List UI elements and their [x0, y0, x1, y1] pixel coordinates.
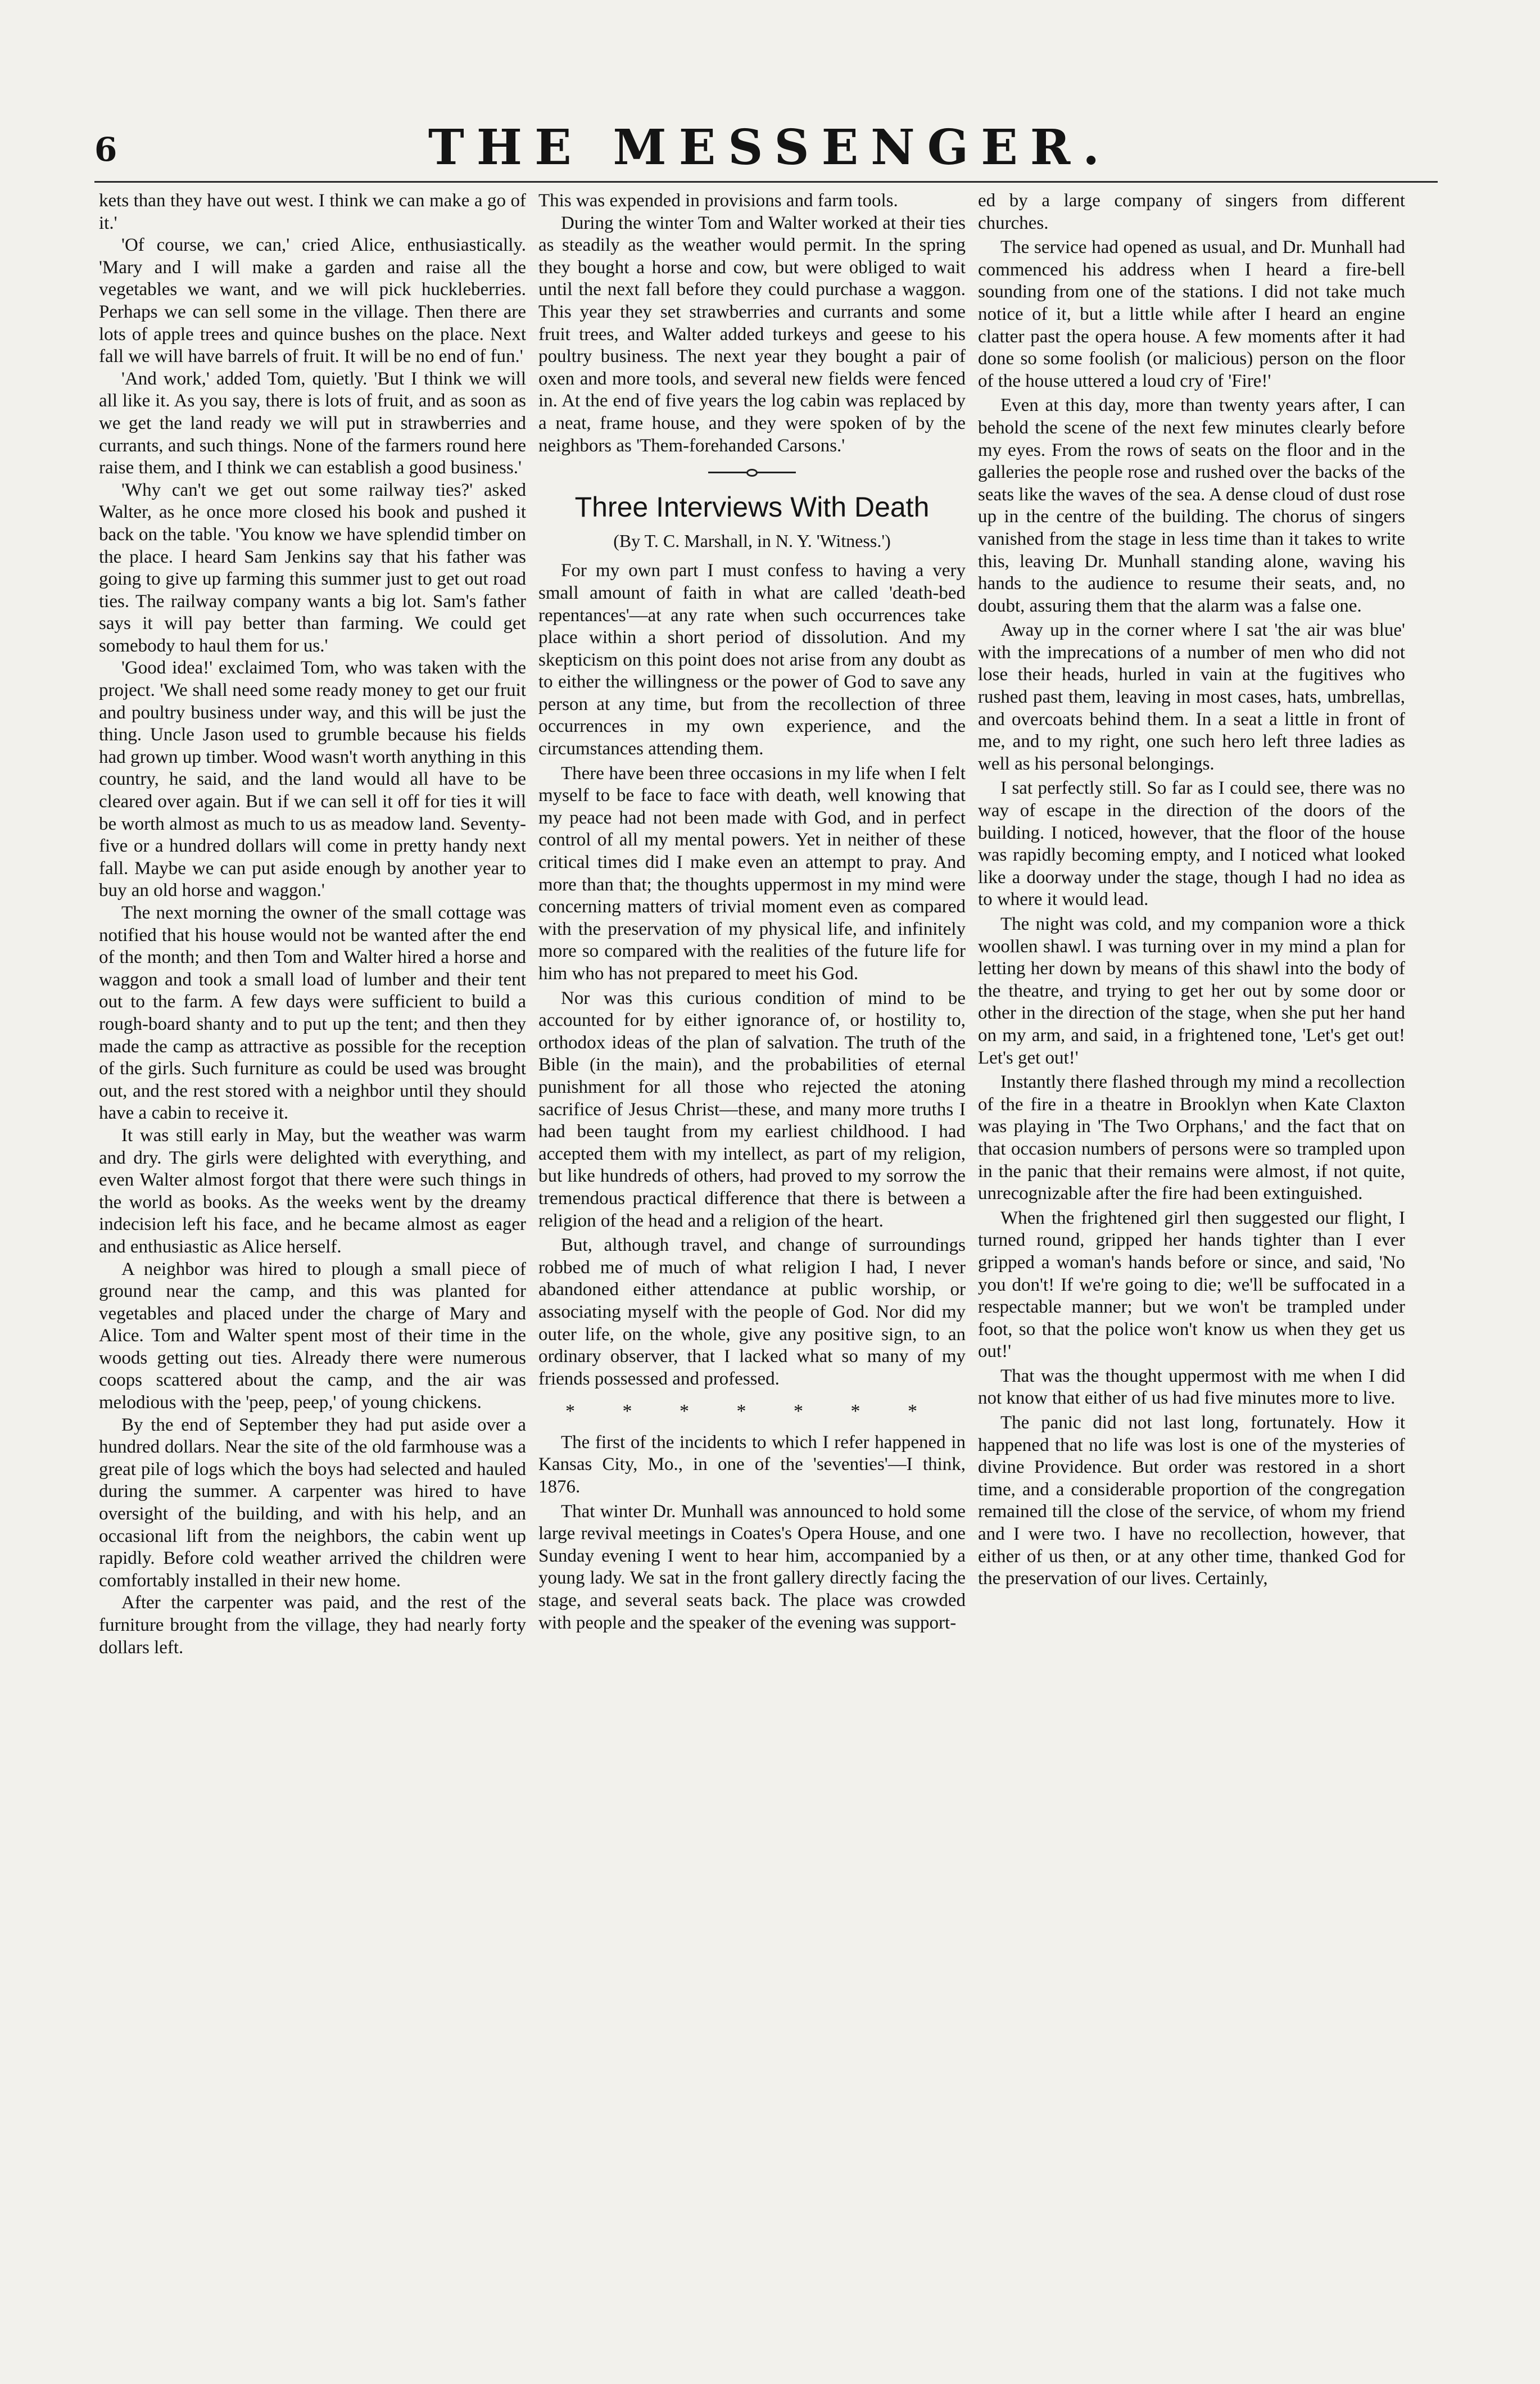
paragraph: 'Good idea!' exclaimed Tom, who was taken with the project. 'We shall need some ready money to get our fruit and poultry business under way, and this will be just the thing. Uncle Jason used to grumble because his fields had grown up timber. Wood wasn't worth anything in this country, he said, and the land would all have to be cleared over again. But if we can sell it off for ties it will be worth almost as much to us as meadow land. Seventy-five or a hundred dollars will come in pretty handy next fall. Maybe we can put aside enough by another year to buy an old horse and waggon.' — [99, 658, 526, 901]
paragraph: But, although travel, and change of surroundings robbed me of much of what religion I had, I never abandoned either attendance at public worship, or associating myself with the people of God. Nor did my outer life, on the whole, give any positive sign, to an ordinary observer, that I lacked what so many of my friends possessed and professed. — [538, 1235, 966, 1389]
paragraph: The next morning the owner of the small cottage was notified that his house would not be wanted after the end of the month; and then Tom and Walter hired a horse and waggon and took a small load of lumber and their tent out to the farm. A few days were sufficient to build a rough-board shanty and to put up the tent; and then they made the camp as attractive as possible for the reception of the girls. Such furniture as could be used was brought out, and the rest stored with a neighbor until they should have a cabin to receive it. — [99, 903, 526, 1124]
paragraph: kets than they have out west. I think we can make a go of it.' — [99, 191, 526, 233]
paragraph: A neighbor was hired to plough a small piece of ground near the camp, and this was planted for vegetables and placed under the charge of Mary and Alice. Tom and Walter spent most of their time in the woods getting out ties. Already there were numerous coops scattered about the camp, and the air was melodious with the 'peep, peep,' of young chickens. — [99, 1259, 526, 1413]
paragraph: That winter Dr. Munhall was announced to hold some large revival meetings in Coates's Opera House, and one Sunday evening I went to hear him, accompanied by a young lady. We sat in the front gallery directly facing the stage, and several seats back. The place was crowded with people and the speaker of the evening was support- — [538, 1501, 966, 1633]
paragraph: Away up in the corner where I sat 'the air was blue' with the imprecations of a number of men who did not lose their heads, hurled in vain at the fugitives who rushed past them, leaving in most cases, hats, umbrellas, and overcoats behind them. In a seat a little in front of me, and to my right, one such hero left three ladies as well as his personal belongings. — [978, 620, 1405, 774]
paragraph: It was still early in May, but the weather was warm and dry. The girls were delighted with everything, and even Walter almost forgot that there were such things in the world as books. As the weeks went by the dreamy indecision left his face, and he became almost as eager and enthusiastic as Alice herself. — [99, 1125, 526, 1257]
paragraph: The night was cold, and my companion wore a thick woollen shawl. I was turning over in my mind a plan for letting her down by means of this shawl into the body of the theatre, and trying to get her out by some door or other in the direction of the stage, when she put her hand on my arm, and said, in a frightened tone, 'Let's get out! Let's get out!' — [978, 914, 1405, 1068]
paragraph: 'Of course, we can,' cried Alice, enthusiastically. 'Mary and I will make a garden and raise all the vegetables we want, and we will pick huckleberries. Perhaps we can sell some in the village. Then there are lots of apple trees and quince bushes on the place. Next fall we will have barrels of fruit. It will be no end of fun.' — [99, 235, 526, 367]
paragraph: I sat perfectly still. So far as I could see, there was no way of escape in the direction of the doors of the building. I noticed, however, that the floor of the house was rapidly becoming empty, and I noticed what looked like a doorway under the stage, though I had no idea as to where it would lead. — [978, 778, 1405, 910]
paragraph: This was expended in provisions and farm tools. — [538, 191, 898, 211]
article-byline: (By T. C. Marshall, in N. Y. 'Witness.') — [613, 530, 891, 551]
article-headline: Three Interviews With Death — [574, 491, 930, 523]
paragraph: 'Why can't we get out some railway ties?' asked Walter, as he once more closed his book and pushed it back on the table. 'You know we have splendid timber on the place. I heard Sam Jenkins say that his father was going to give up farming this summer just to get out road ties. The railway company wants a big lot. Sam's father says it will pay better than farming. We could get somebody to haul them for us.' — [99, 479, 526, 656]
masthead-title: THE MESSENGER. — [428, 119, 1112, 176]
paragraph: When the frightened girl then suggested our flight, I turned round, gripped her hands tighter than I ever gripped a woman's hands before or since, and said, 'No you don't! If we're going to die; we'll be suffocated in a respectable manner; but we won't be trampled under foot, so that the police won't know us when they get us out!' — [978, 1207, 1405, 1362]
paragraph: 'And work,' added Tom, quietly. 'But I think we will all like it. As you say, there is lots of fruit, and as soon as we get the land ready we will put in strawberries and currants, and such things. None of the farmers round here raise them, and I think we can establish a good business.' — [99, 368, 526, 478]
paragraph: ed by a large company of singers from different churches. — [978, 191, 1405, 233]
paragraph: The service had opened as usual, and Dr. Munhall had commenced his address when I heard a fire-bell sounding from one of the stations. I did not take much notice of it, but a little while after I heard an engine clatter past the opera house. A few moments after it had done so some foolish (or malicious) person on the floor of the house uttered a loud cry of 'Fire!' — [978, 237, 1405, 391]
column-3 — [978, 190, 1405, 2360]
paragraph: That was the thought uppermost with me when I did not know that either of us had five minutes more to live. — [978, 1365, 1405, 1409]
paragraph: By the end of September they had put aside over a hundred dollars. Near the site of the old farmhouse was a great pile of logs which the boys had selected and hauled during the summer. A carpenter was hired to have oversight of the building, and with his help, and an occasional lift from the neighbors, the cabin went up rapidly. Before cold weather arrived the children were comfortably installed in their new home. — [99, 1414, 526, 1591]
paragraph: Instantly there flashed through my mind a recollection of the fire in a theatre in Brooklyn when Kate Claxton was playing in 'The Two Orphans,' and the fact that on that occasion numbers of persons were so trampled upon in the panic that their remains were almost, if not quite, unrecognizable after the fire had been extinguished. — [978, 1072, 1405, 1204]
masthead-rule — [94, 181, 1438, 183]
paragraph: Nor was this curious condition of mind to be accounted for by either ignorance of, or hostility to, orthodox ideas of the plan of salvation. The truth of the Bible (in the main), and the probabilities of eternal punishment for all those who rejected the atoning sacrifice of Jesus Christ—these, and many more truths I had been taught from my earliest childhood. I had accepted them with my intellect, as part of my religion, but like hundreds of others, had proved to my sorrow the tremendous practical difference that there is between a religion of the head and a religion of the heart. — [538, 988, 966, 1231]
paragraph: Even at this day, more than twenty years after, I can behold the scene of the next few minutes clearly before my eyes. From the rows of seats on the floor and in the galleries the people rose and rushed over the backs of the seats like the waves of the sea. A dense cloud of dust rose up in the centre of the building. The chorus of singers vanished from the stage in less time than it takes to write this, leaving Dr. Munhall standing alone, waving his hands to the audience to resume their seats, and, no doubt, assuring them that the alarm was a false one. — [978, 395, 1405, 616]
page-number: 6 — [94, 130, 117, 169]
column-1 — [99, 190, 526, 2360]
story-end-ornament — [538, 460, 966, 483]
paragraph: For my own part I must confess to having a very small amount of faith in what are called 'death-bed repentances'—at any rate when such occurrences take place within a short period of dissolution. And my skepticism on this point does not arise from any doubt as to either the willingness or the power of God to save any person at any time, but from the recollection of three occurrences in my own experience, and the circumstances attending them. — [538, 560, 966, 759]
paragraph: The first of the incidents to which I refer happened in Kansas City, Mo., in one of the 'seventies'—I think, 1876. — [538, 1432, 966, 1498]
paragraph: The panic did not last long, fortunately. How it happened that no life was lost is one of the mysteries of divine Providence. But order was restored in a short time, and a considerable proportion of the congregation remained till the close of the service, of whom my friend and I were two. I have no recollection, however, that either of us then, or at any other time, thanked God for the preservation of our lives. Certainly, — [978, 1413, 1405, 1589]
paragraph: During the winter Tom and Walter worked at their ties as steadily as the weather would permit. In the spring they bought a horse and cow, but were obliged to wait until the next fall before they could purchase a waggon. This year they set strawberries and currants and some fruit trees, and Walter added turkeys and geese to his poultry business. The next year they bought a pair of oxen and more tools, and several new fields were fenced in. At the end of five years the log cabin was replaced by a neat, frame house, and they were spoken of by the neighbors as 'Them-forehanded Carsons.' — [538, 212, 966, 456]
section-break-stars: * * * * * * * — [565, 1401, 939, 1422]
paragraph: There have been three occasions in my life when I felt myself to be face to face with death, well knowing that my peace had not been made with God, and in perfect control of all my mental powers. Yet in neither of these critical times did I make even an attempt to pray. And more than that; the thoughts uppermost in my mind were concerning matters of trivial moment even as compared with the preservation of my physical life, and infinitely more so compared with the realities of the future life for him who has not prepared to meet his God. — [538, 763, 966, 984]
paragraph: After the carpenter was paid, and the rest of the furniture brought from the village, they had nearly forty dollars left. — [99, 1593, 526, 1658]
column-2 — [538, 190, 966, 2360]
